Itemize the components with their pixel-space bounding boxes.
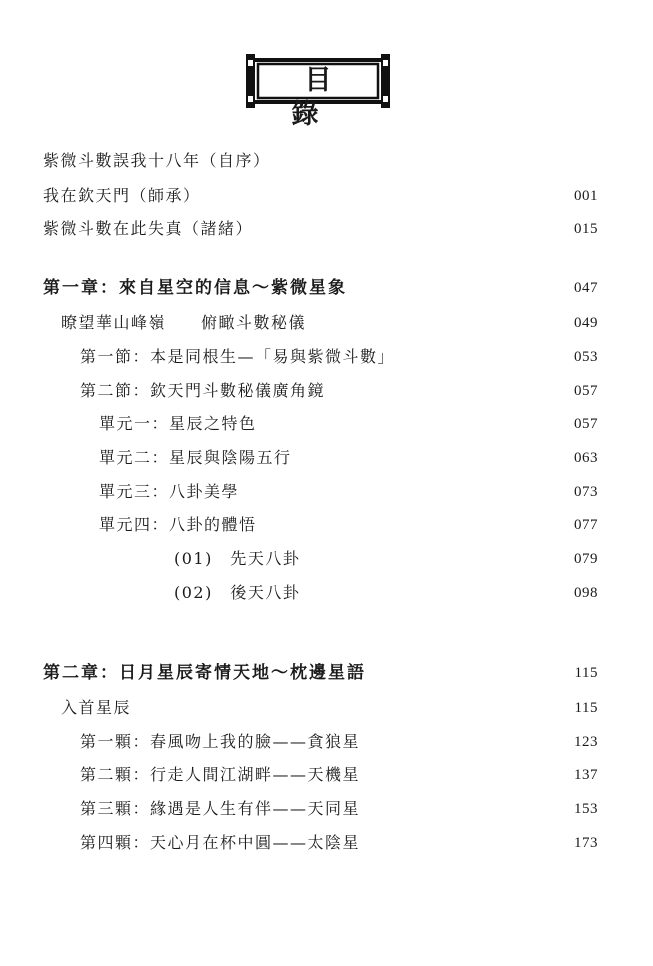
toc-entry-text: 紫微斗數在此失真（諸緒）: [43, 219, 254, 238]
toc-entry-text: 單元四：八卦的體悟: [99, 515, 257, 534]
toc-entry-introduction[interactable]: [0, 216, 653, 242]
toc-entry-preface[interactable]: [0, 148, 653, 174]
toc-entry-text: (02) 後天八卦: [174, 583, 301, 602]
toc-entry-page: 053: [574, 349, 598, 365]
toc-entry-text: 第二節：欽天門斗數秘儀廣角鏡: [80, 381, 326, 400]
toc-entry-text: 單元三：八卦美學: [99, 482, 240, 501]
toc-entry-page: 079: [574, 551, 598, 567]
toc-star-entry[interactable]: [0, 762, 653, 788]
toc-entry-page: 137: [574, 767, 598, 783]
toc-chapter-title: 第二章：日月星辰寄情天地～枕邊星語: [43, 663, 366, 683]
toc-subunit[interactable]: [0, 546, 653, 572]
toc-entry-lineage[interactable]: [0, 183, 653, 209]
toc-entry-text: 紫微斗數誤我十八年（自序）: [43, 151, 271, 170]
toc-section[interactable]: [0, 344, 653, 370]
toc-unit[interactable]: [0, 445, 653, 471]
toc-entry-text: 單元二：星辰與陰陽五行: [99, 448, 292, 467]
toc-subunit[interactable]: [0, 580, 653, 606]
toc-entry-page: 077: [574, 517, 598, 533]
toc-entry-text: 第二顆：行走人間江湖畔——天機星: [80, 765, 361, 784]
toc-entry-text: 暸望華山峰嶺 俯瞰斗數秘儀: [61, 313, 307, 332]
toc-entry-page: 063: [574, 450, 598, 466]
toc-entry-page: 098: [574, 585, 598, 601]
toc-entry-page: 153: [574, 801, 598, 817]
toc-entry-text: 第一節：本是同根生—「易與紫微斗數」: [80, 347, 396, 366]
toc-entry-page: 049: [574, 315, 598, 331]
toc-entry-page: 001: [574, 188, 598, 204]
toc-section[interactable]: [0, 378, 653, 404]
toc-entry-page: 115: [574, 700, 598, 716]
toc-entry-page: 057: [574, 416, 598, 432]
toc-star-entry[interactable]: [0, 729, 653, 755]
toc-entry-text: 我在欽天門（師承）: [43, 186, 201, 205]
toc-unit[interactable]: [0, 479, 653, 505]
toc-chapter-title: 第一章：來自星空的信息～紫微星象: [43, 278, 347, 298]
toc-entry[interactable]: [0, 695, 653, 721]
toc-entry-text: 第一顆：春風吻上我的臉——貪狼星: [80, 732, 361, 751]
toc-entry[interactable]: [0, 310, 653, 336]
toc-entry-page: 073: [574, 484, 598, 500]
toc-entry-text: 入首星辰: [61, 698, 132, 717]
toc-entry-text: 第三顆：緣遇是人生有伴——天同星: [80, 799, 361, 818]
toc-entry-page: 047: [574, 280, 598, 296]
toc-entry-text: 單元一：星辰之特色: [99, 414, 257, 433]
toc-entry-text: (01) 先天八卦: [174, 549, 301, 568]
toc-entry-page: 173: [574, 835, 598, 851]
toc-chapter-1[interactable]: [0, 275, 653, 301]
toc-title-frame: [244, 52, 392, 130]
toc-entry-page: 057: [574, 383, 598, 399]
toc-star-entry[interactable]: [0, 830, 653, 856]
toc-title: 目 錄: [291, 65, 358, 130]
toc-unit[interactable]: [0, 411, 653, 437]
toc-star-entry[interactable]: [0, 796, 653, 822]
toc-entry-text: 第四顆：天心月在杯中圓——太陰星: [80, 833, 361, 852]
toc-entry-page: 123: [574, 734, 598, 750]
toc-unit[interactable]: [0, 512, 653, 538]
toc-chapter-2[interactable]: [0, 660, 653, 686]
toc-entry-page: 115: [574, 665, 598, 681]
toc-entry-page: 015: [574, 221, 598, 237]
